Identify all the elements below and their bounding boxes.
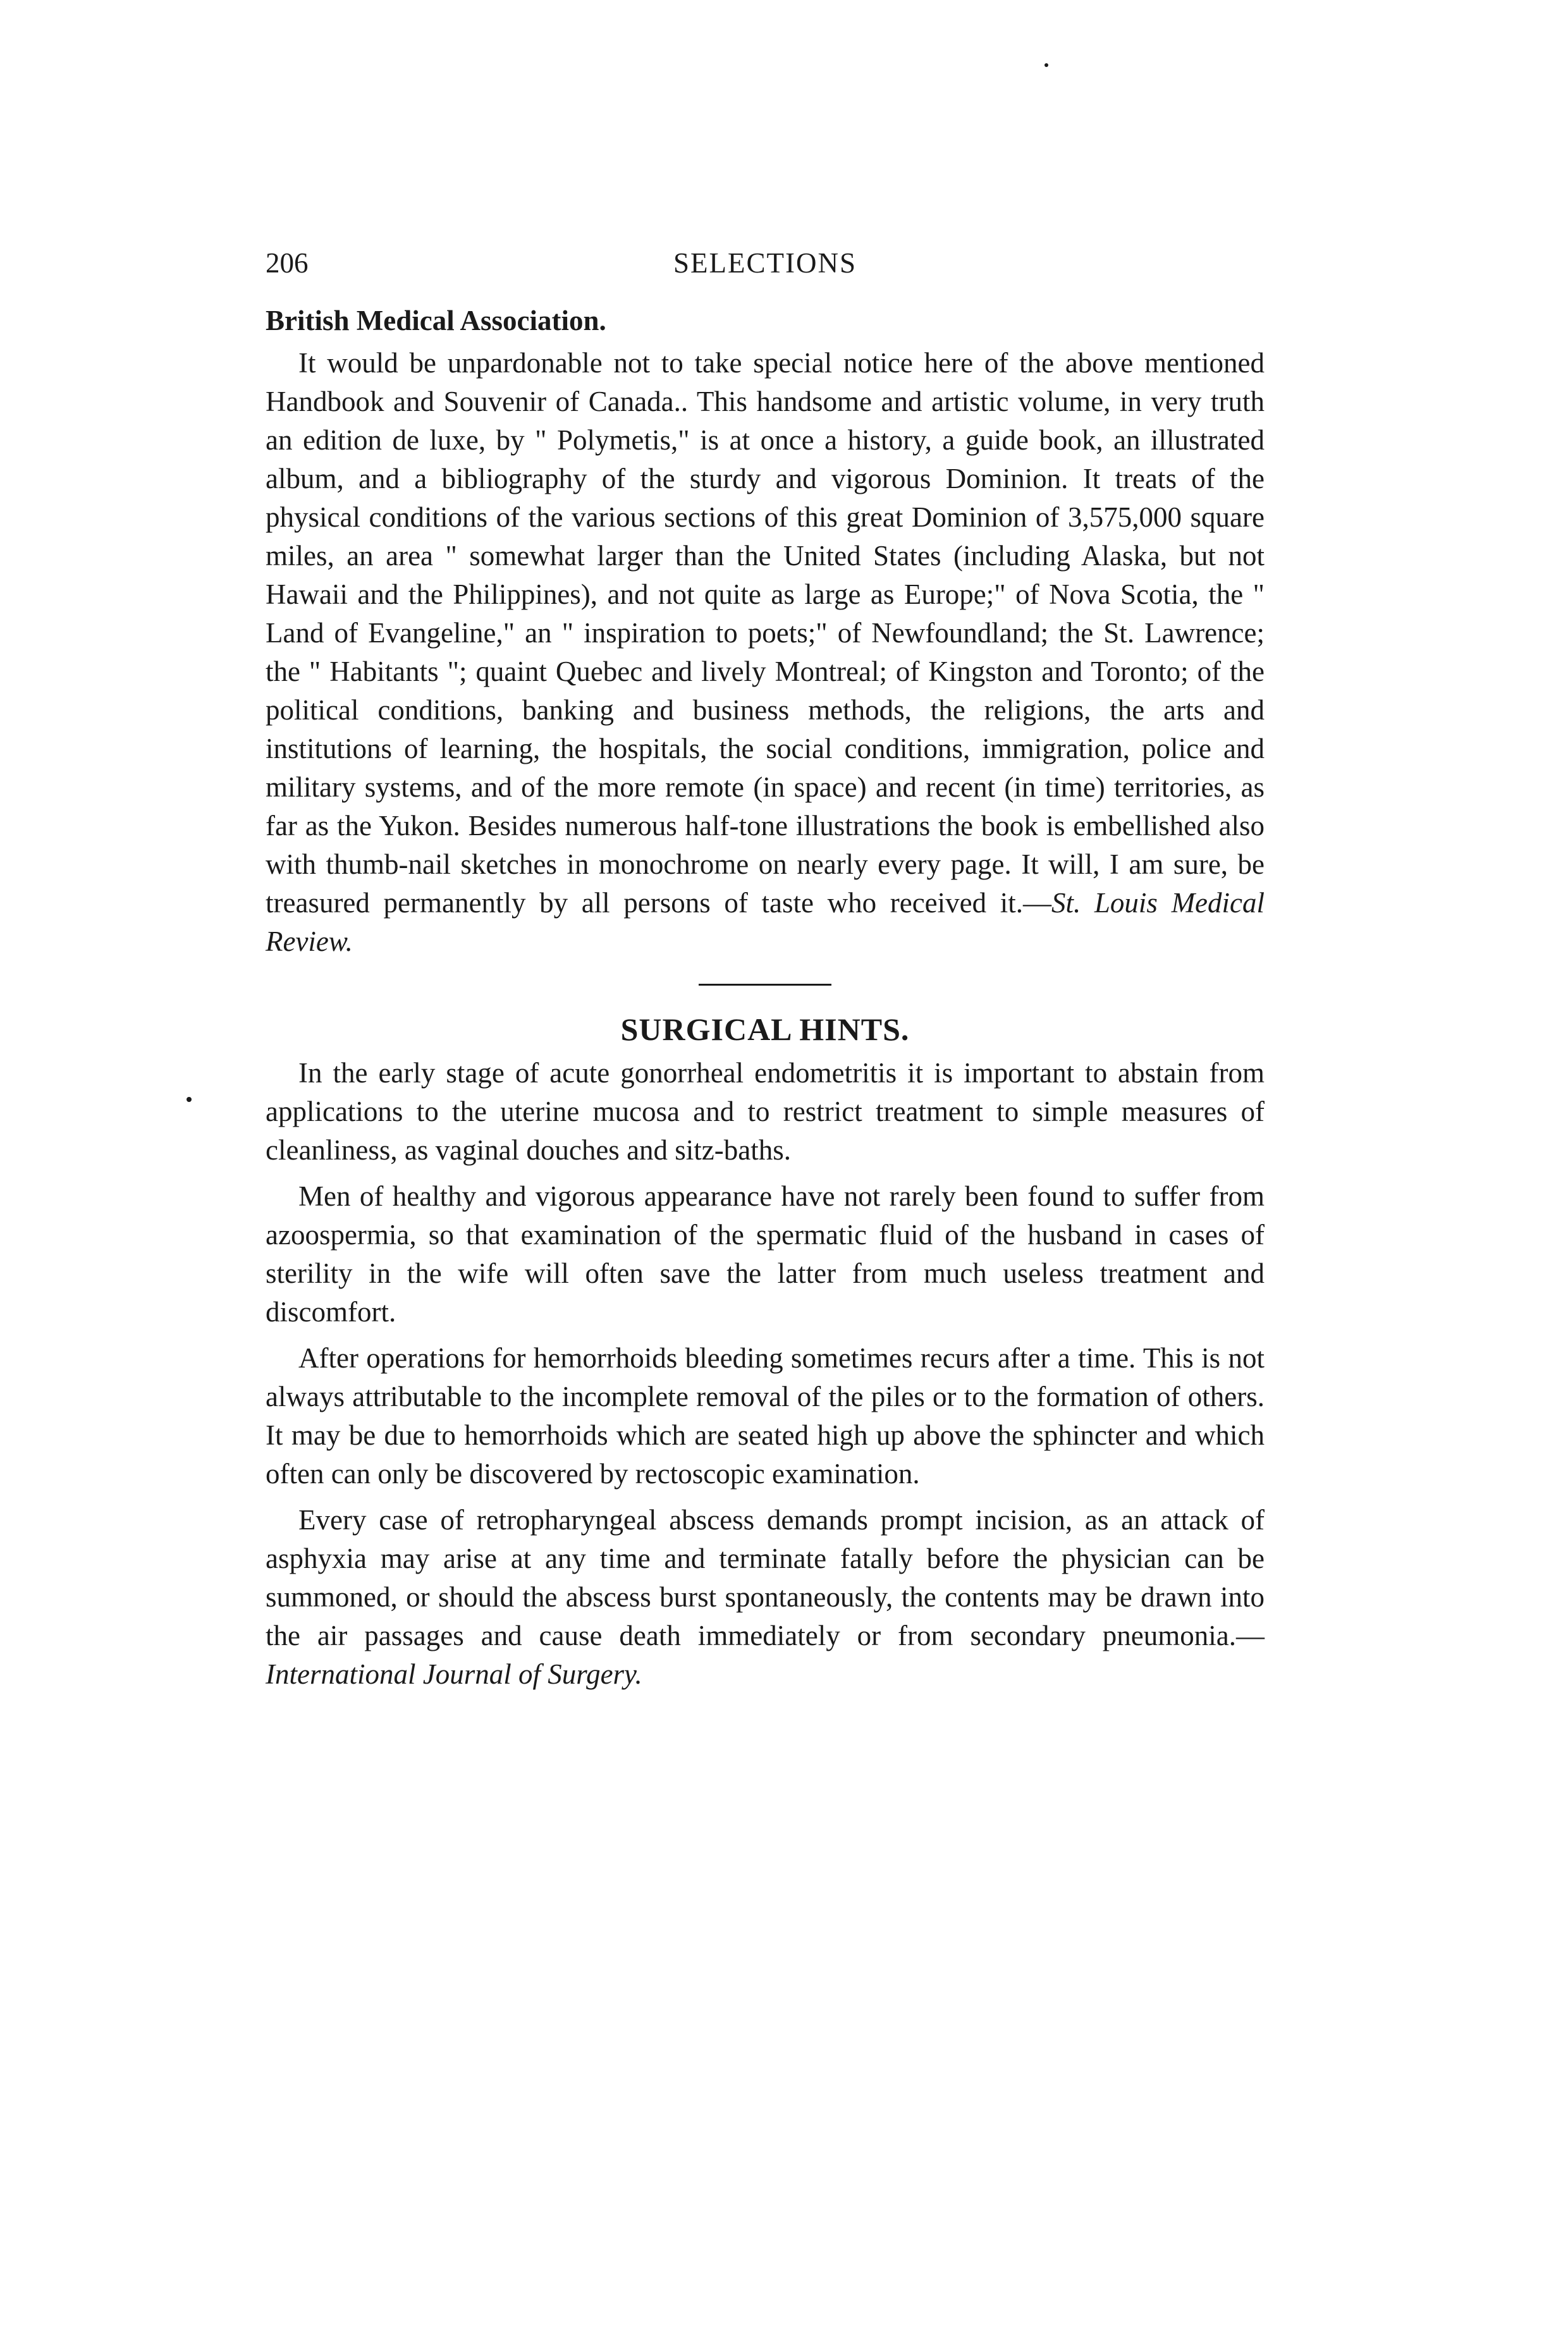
paragraph: In the early stage of acute gonorrheal endometritis it is important to abstain from applications to the uterine mucosa and to restrict treatment to simple measures of cleanliness, as vaginal douches and sitz-baths. xyxy=(266,1057,1265,1166)
paragraph xyxy=(266,344,1265,961)
paragraph: After operations for hemorrhoids bleeding sometimes recurs after a time. This is not always attributable to the incomplete removal of the piles or to the formation of others. It may be due to hemorrhoids which are seated high up above the sphincter and which often can only be discovered by rectoscopic examination. xyxy=(266,1342,1265,1490)
paragraph xyxy=(266,1501,1265,1694)
paragraph-text: It would be unpardonable not to take special notice here of the above mentioned Handbook and Souvenir of Canada.. This handsome and artistic volume, in very truth an edition de luxe, by " Polymetis," is at once a history, a guide book, an illustrated album, and a bibliography of the sturdy and vigorous Dominion. It treats of the physical conditions of the various sections of this great Dominion of 3,575,000 square miles, an area " somewhat larger than the United States (including Alaska, but not Hawaii and the Philippines), and not quite as large as Europe;" of Nova Scotia, the " Land of Evangeline," an " inspiration to poets;" of Newfoundland; the St. Lawrence; the " Habitants "; quaint Quebec and lively Montreal; of Kingston and Toronto; of the political conditions, banking and business methods, the religions, the arts and institutions of learning, the hospitals, the social conditions, immigration, police and military systems, and of the more remote (in space) and recent (in time) territories, as far as the Yukon. Besides numerous half-tone illustrations the book is embellished also with thumb-nail sketches in monochrome on nearly every page. It will, I am sure, be treasured permanently by all persons of taste who received it.— xyxy=(266,347,1265,919)
stray-mark-margin xyxy=(187,1097,192,1102)
paragraph: Men of healthy and vigorous appearance have not rarely been found to suffer from azoospermia, so that examination of the spermatic fluid of the husband in cases of sterility in the wife will often save the latter from much useless treatment and discomfort. xyxy=(266,1180,1265,1328)
running-head xyxy=(266,240,1265,286)
page-content xyxy=(266,240,1265,1694)
paragraph-text: Every case of retropharyngeal abscess demands prompt incision, as an attack of asphyxia may arise at any time and terminate fatally before the physician can be summoned, or should the abscess burst spontaneously, the contents may be drawn into the air passages and cause death immediately or from secondary pneumonia.— xyxy=(266,1504,1265,1651)
section-british-medical-association xyxy=(266,298,1265,961)
source-citation: International Journal of Surgery. xyxy=(266,1658,642,1690)
source-citation: St. Louis Medical Review. xyxy=(266,887,1265,957)
section-heading: SURGICAL HINTS. xyxy=(620,1012,910,1047)
section-surgical-hints xyxy=(266,1007,1265,1694)
section-divider xyxy=(699,984,831,986)
page-number: 206 xyxy=(266,247,309,279)
stray-mark-top xyxy=(1044,63,1048,67)
running-title: SELECTIONS xyxy=(673,247,857,279)
section-heading: British Medical Association. xyxy=(266,305,606,336)
